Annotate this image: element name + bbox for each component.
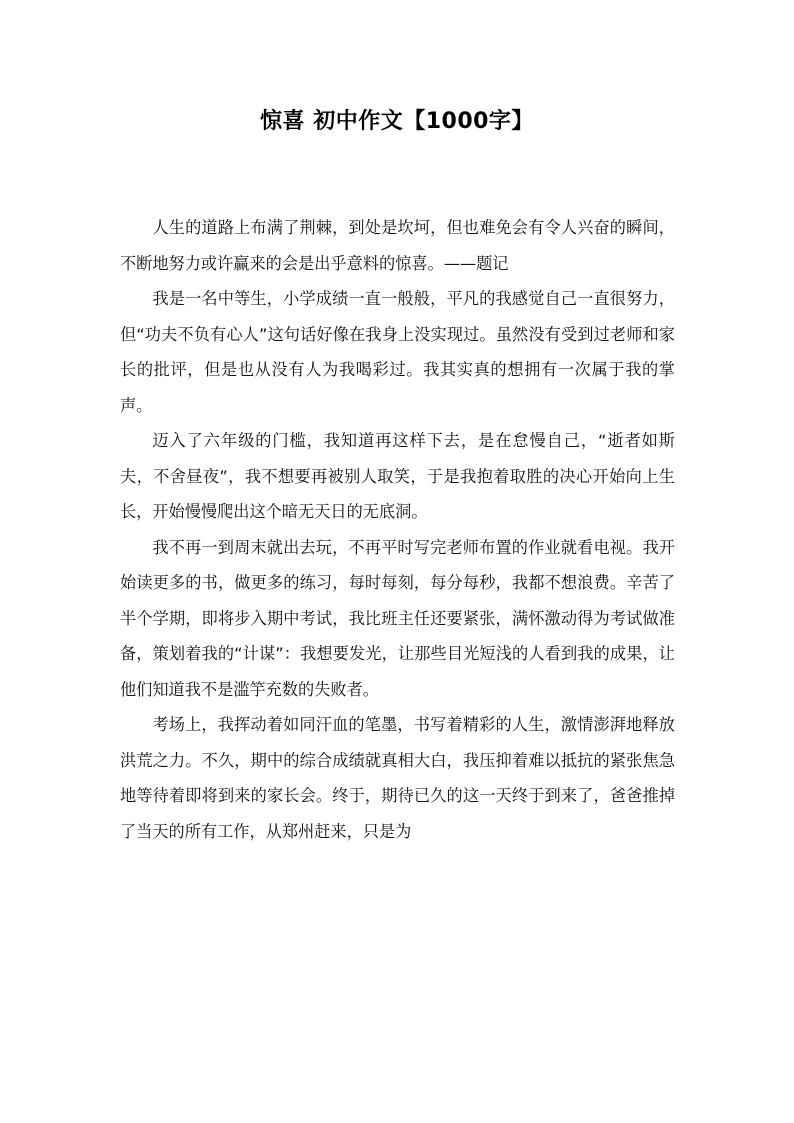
paragraph-2: 我是一名中等生，小学成绩一直一般般，平凡的我感觉自己一直很努力，但“功夫不负有心人”这句话好像在我身上没实现过。虽然没有受到过老师和家长的批评，但是也从没有人为我喝彩过。我其实真的想拥有一次属于我的掌声。 [120, 289, 675, 415]
paragraph-5: 考场上，我挥动着如同汗血的笔墨，书写着精彩的人生，激情澎湃地释放洪荒之力。不久，期中的综合成绩就真相大白，我压抑着难以抵抗的紧张焦急地等待着即将到来的家长会。终于，期待已久的这一天终于到来了，爸爸推掉了当天的所有工作，从郑州赶来，只是为 [120, 715, 675, 841]
paragraph-4: 我不再一到周末就出去玩，不再平时写完老师布置的作业就看电视。我开始读更多的书，做更多的练习，每时每刻，每分每秒，我都不想浪费。辛苦了半个学期，即将步入期中考试，我比班主任还要紧张，满怀激动得为考试做准备，策划着我的“计谋”：我想要发光，让那些目光短浅的人看到我的成果，让他们知道我不是滥竽充数的失败者。 [120, 537, 675, 699]
paragraph-3: 迈入了六年级的门槛，我知道再这样下去，是在怠慢自己，“逝者如斯夫，不舍昼夜”，我不想要再被别人取笑，于是我抱着取胜的决心开始向上生长，开始慢慢爬出这个暗无天日的无底洞。 [120, 431, 675, 521]
document-body [120, 210, 675, 849]
document-title: 惊喜 初中作文【1000字】 [260, 109, 534, 134]
paragraph-1: 人生的道路上布满了荆棘，到处是坎坷，但也难免会有令人兴奋的瞬间，不断地努力或许赢来的会是出乎意料的惊喜。——题记 [120, 218, 675, 273]
